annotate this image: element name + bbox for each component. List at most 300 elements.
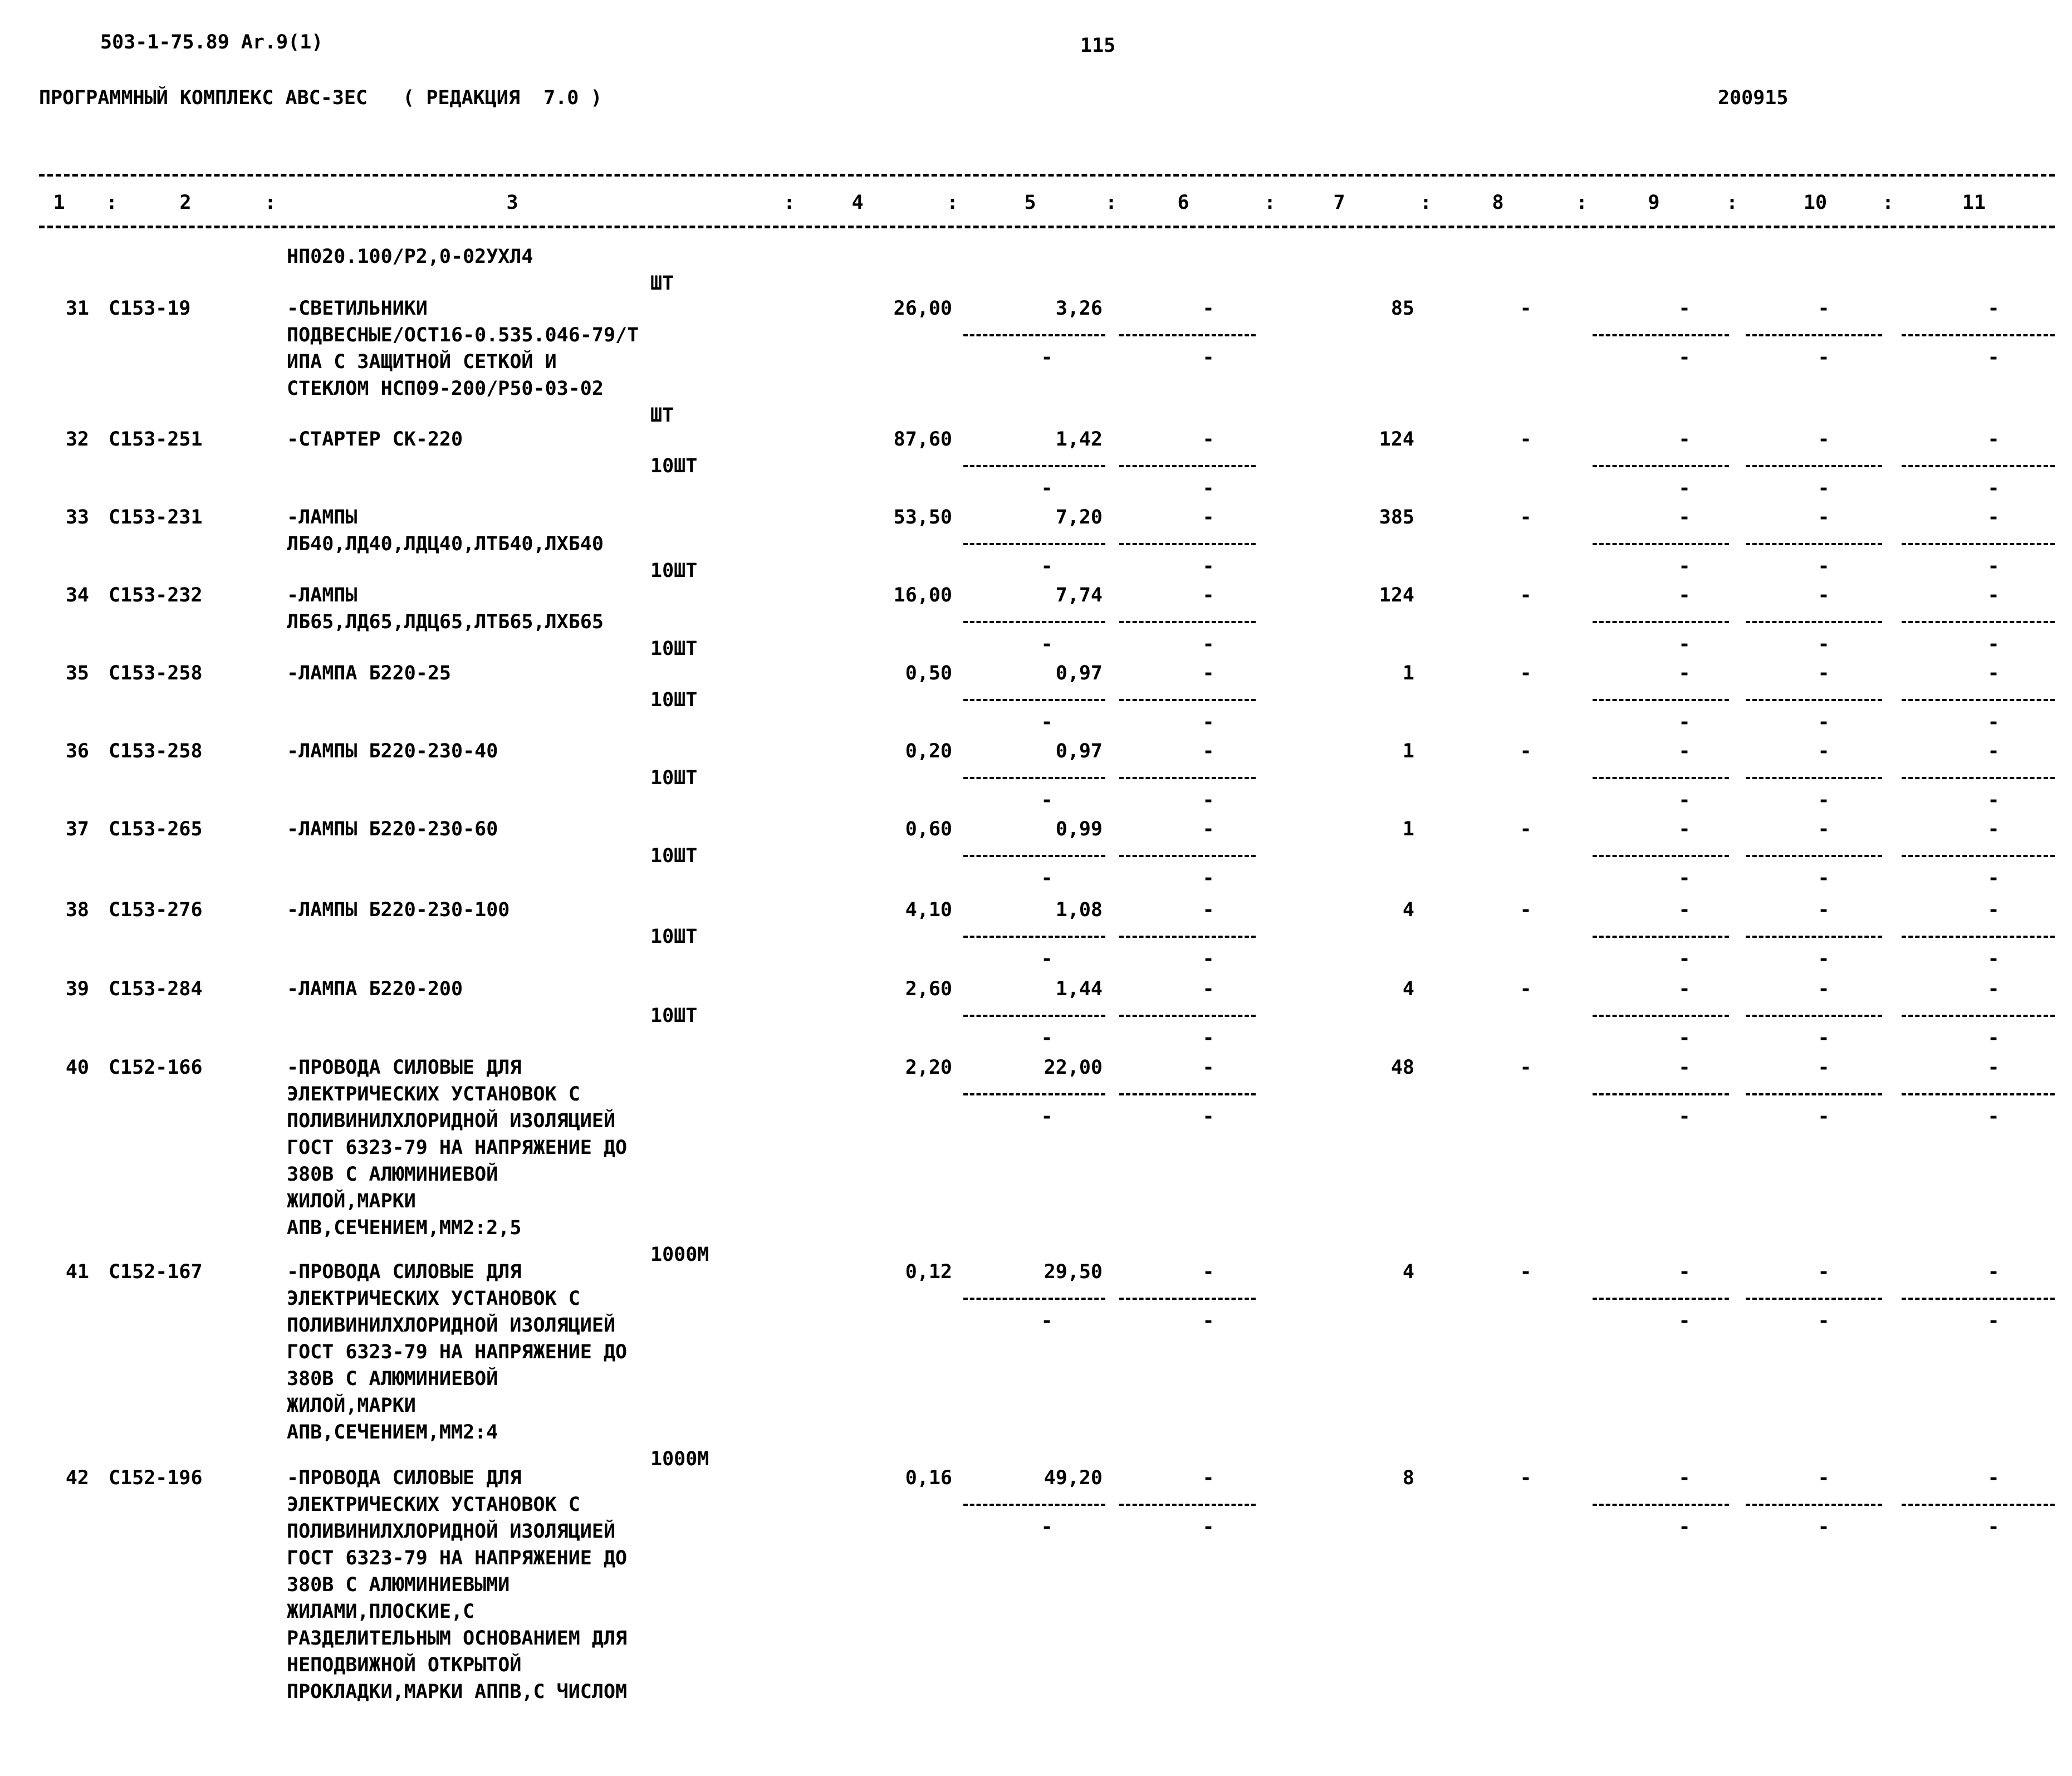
- col9-sub-value: -: [1678, 867, 1691, 889]
- unit-of-measure: 10ШТ: [650, 689, 698, 711]
- col7-value: 48: [1390, 1056, 1414, 1079]
- resource-code: С153-265: [109, 818, 203, 840]
- description-line: ЖИЛОЙ,МАРКИ: [287, 1190, 416, 1212]
- unit-of-measure: 10ШТ: [650, 560, 698, 582]
- col5-sub-value: -: [1041, 633, 1053, 655]
- col11-value: -: [1987, 818, 2000, 840]
- unit-of-measure: 1000М: [650, 1244, 709, 1266]
- col8-value: -: [1520, 740, 1532, 762]
- subtotal-rule: [1746, 465, 1882, 467]
- col8-value: -: [1520, 297, 1532, 320]
- column-separator: :: [783, 192, 796, 214]
- resource-code: С153-232: [109, 584, 203, 606]
- resource-code: С153-19: [109, 297, 191, 320]
- col5-sub-value: -: [1041, 1516, 1053, 1538]
- col6-sub-value: -: [1202, 633, 1214, 655]
- unit-price-value: 1,44: [1055, 978, 1103, 1000]
- subtotal-rule: [1119, 621, 1256, 623]
- description-line: АПВ,СЕЧЕНИЕМ,ММ2:4: [287, 1421, 498, 1444]
- col7-value: 124: [1379, 428, 1414, 451]
- quantity-value: 16,00: [893, 584, 952, 606]
- col7-value: 4: [1402, 978, 1414, 1000]
- col10-value: -: [1818, 428, 1830, 451]
- subtotal-rule: [1746, 1093, 1882, 1095]
- document-reference: 503-1-75.89 Ar.9(1): [100, 31, 324, 53]
- col9-value: -: [1678, 428, 1691, 451]
- col9-sub-value: -: [1678, 1516, 1691, 1538]
- unit-of-measure: 10ШТ: [650, 455, 698, 477]
- col6-value: -: [1202, 428, 1214, 451]
- subtotal-rule: [1119, 465, 1256, 467]
- col5-sub-value: -: [1041, 1310, 1053, 1332]
- col11-sub-value: -: [1987, 555, 2000, 578]
- description-line: -ПРОВОДА СИЛОВЫЕ ДЛЯ: [287, 1056, 522, 1079]
- col9-sub-value: -: [1678, 346, 1691, 369]
- column-separator: :: [1105, 192, 1118, 214]
- description-line: ЛБ40,ЛД40,ЛДЦ40,ЛТБ40,ЛХБ40: [287, 533, 604, 555]
- col7-value: 124: [1379, 584, 1414, 606]
- subtotal-rule: [1746, 936, 1882, 938]
- resource-code: С153-258: [109, 740, 203, 762]
- col11-value: -: [1987, 584, 2000, 606]
- col9-value: -: [1678, 297, 1691, 320]
- subtotal-rule: [963, 699, 1105, 701]
- resource-code: С153-251: [109, 428, 203, 451]
- column-number-7: 7: [1333, 192, 1345, 214]
- col8-value: -: [1520, 1056, 1532, 1079]
- col5-sub-value: -: [1041, 789, 1053, 811]
- resource-code: С153-276: [109, 899, 203, 921]
- subtotal-rule: [1593, 621, 1729, 623]
- column-number-8: 8: [1492, 192, 1504, 214]
- col10-value: -: [1818, 1056, 1830, 1079]
- col9-value: -: [1678, 899, 1691, 921]
- description-line: -СТАРТЕР СК-220: [287, 428, 463, 451]
- col10-sub-value: -: [1818, 1027, 1830, 1049]
- quantity-value: 53,50: [893, 506, 952, 529]
- unit-price-value: 29,50: [1044, 1261, 1103, 1283]
- row-number: 34: [65, 584, 89, 606]
- page-number: 115: [1080, 35, 1116, 57]
- subtotal-rule: [1119, 334, 1256, 336]
- col9-sub-value: -: [1678, 1027, 1691, 1049]
- col11-value: -: [1987, 428, 2000, 451]
- subtotal-rule: [1593, 1298, 1729, 1300]
- col11-sub-value: -: [1987, 477, 2000, 500]
- row-number: 33: [65, 506, 89, 529]
- col10-value: -: [1818, 899, 1830, 921]
- column-number-4: 4: [851, 192, 864, 214]
- unit-price-value: 0,97: [1055, 740, 1103, 762]
- column-separator: :: [1726, 192, 1738, 214]
- description-line: ПОЛИВИНИЛХЛОРИДНОЙ ИЗОЛЯЦИЕЙ: [287, 1110, 616, 1132]
- subtotal-rule: [963, 1093, 1105, 1095]
- col8-value: -: [1520, 978, 1532, 1000]
- subtotal-rule: [1593, 465, 1729, 467]
- continuation-unit: ШТ: [650, 272, 674, 295]
- col5-sub-value: -: [1041, 346, 1053, 369]
- col7-value: 8: [1402, 1467, 1414, 1489]
- unit-of-measure: 1000М: [650, 1448, 709, 1470]
- quantity-value: 0,50: [905, 662, 952, 684]
- description-line: -ЛАМПЫ Б220-230-100: [287, 899, 510, 921]
- subtotal-rule: [963, 777, 1105, 779]
- subtotal-rule: [963, 936, 1105, 938]
- resource-code: С152-196: [109, 1467, 203, 1489]
- quantity-value: 4,10: [905, 899, 952, 921]
- col10-sub-value: -: [1818, 948, 1830, 970]
- col8-value: -: [1520, 1467, 1532, 1489]
- col6-sub-value: -: [1202, 1516, 1214, 1538]
- col7-value: 4: [1402, 899, 1414, 921]
- col10-value: -: [1818, 818, 1830, 840]
- description-line: ЭЛЕКТРИЧЕСКИХ УСТАНОВОК С: [287, 1083, 580, 1105]
- subtotal-rule: [1902, 543, 2055, 545]
- unit-of-measure: 10ШТ: [650, 767, 698, 789]
- col10-value: -: [1818, 584, 1830, 606]
- description-line: АПВ,СЕЧЕНИЕМ,ММ2:2,5: [287, 1217, 522, 1239]
- col11-sub-value: -: [1987, 1105, 2000, 1128]
- col6-value: -: [1202, 584, 1214, 606]
- subtotal-rule: [1593, 543, 1729, 545]
- subtotal-rule: [1902, 1093, 2055, 1095]
- description-line: ПРОКЛАДКИ,МАРКИ АППВ,С ЧИСЛОМ: [287, 1681, 628, 1703]
- subtotal-rule: [1902, 699, 2055, 701]
- subtotal-rule: [1746, 1015, 1882, 1017]
- col11-sub-value: -: [1987, 633, 2000, 655]
- unit-price-value: 1,08: [1055, 899, 1103, 921]
- subtotal-rule: [1119, 855, 1256, 857]
- col8-value: -: [1520, 584, 1532, 606]
- row-number: 35: [65, 662, 89, 684]
- description-line: ПОДВЕСНЫЕ/ОСТ16-0.535.046-79/Т: [287, 324, 639, 346]
- col9-sub-value: -: [1678, 555, 1691, 578]
- col6-value: -: [1202, 1467, 1214, 1489]
- col10-sub-value: -: [1818, 346, 1830, 369]
- subtotal-rule: [1746, 621, 1882, 623]
- description-line: ЖИЛАМИ,ПЛОСКИЕ,С: [287, 1601, 475, 1623]
- subtotal-rule: [1902, 777, 2055, 779]
- subtotal-rule: [1593, 1093, 1729, 1095]
- col11-value: -: [1987, 662, 2000, 684]
- col11-sub-value: -: [1987, 789, 2000, 811]
- unit-of-measure: ШТ: [650, 404, 674, 427]
- column-separator: :: [1576, 192, 1588, 214]
- col9-sub-value: -: [1678, 633, 1691, 655]
- col6-value: -: [1202, 506, 1214, 529]
- col11-sub-value: -: [1987, 867, 2000, 889]
- description-line: -ЛАМПА Б220-25: [287, 662, 452, 684]
- unit-of-measure: 10ШТ: [650, 638, 698, 660]
- col6-sub-value: -: [1202, 477, 1214, 500]
- col11-sub-value: -: [1987, 1310, 2000, 1332]
- col11-sub-value: -: [1987, 948, 2000, 970]
- description-line: -СВЕТИЛЬНИКИ: [287, 297, 428, 320]
- col6-value: -: [1202, 818, 1214, 840]
- col11-sub-value: -: [1987, 1027, 2000, 1049]
- col10-sub-value: -: [1818, 633, 1830, 655]
- subtotal-rule: [1746, 777, 1882, 779]
- col9-value: -: [1678, 1261, 1691, 1283]
- col6-value: -: [1202, 899, 1214, 921]
- col10-value: -: [1818, 978, 1830, 1000]
- col5-sub-value: -: [1041, 711, 1053, 733]
- resource-code: С153-284: [109, 978, 203, 1000]
- subtotal-rule: [1902, 1298, 2055, 1300]
- subtotal-rule: [1746, 1504, 1882, 1506]
- quantity-value: 0,60: [905, 818, 952, 840]
- col11-value: -: [1987, 1261, 2000, 1283]
- subtotal-rule: [1119, 543, 1256, 545]
- col11-value: -: [1987, 978, 2000, 1000]
- col5-sub-value: -: [1041, 477, 1053, 500]
- col6-sub-value: -: [1202, 1027, 1214, 1049]
- subtotal-rule: [1593, 699, 1729, 701]
- column-separator: :: [1882, 192, 1894, 214]
- col10-value: -: [1818, 662, 1830, 684]
- quantity-value: 0,12: [905, 1261, 952, 1283]
- subtotal-rule: [963, 1015, 1105, 1017]
- subtotal-rule: [1746, 334, 1882, 336]
- unit-of-measure: 10ШТ: [650, 1005, 698, 1027]
- description-line: ПОЛИВИНИЛХЛОРИДНОЙ ИЗОЛЯЦИЕЙ: [287, 1520, 616, 1543]
- column-number-11: 11: [1962, 192, 1986, 214]
- subtotal-rule: [1593, 334, 1729, 336]
- description-line: ПОЛИВИНИЛХЛОРИДНОЙ ИЗОЛЯЦИЕЙ: [287, 1314, 616, 1337]
- subtotal-rule: [1593, 1015, 1729, 1017]
- subtotal-rule: [963, 621, 1105, 623]
- column-number-1: 1: [53, 192, 65, 214]
- column-separator: :: [1264, 192, 1276, 214]
- row-number: 37: [65, 818, 89, 840]
- resource-code: С152-166: [109, 1056, 203, 1079]
- col9-sub-value: -: [1678, 948, 1691, 970]
- row-number: 41: [65, 1261, 89, 1283]
- unit-of-measure: 10ШТ: [650, 926, 698, 948]
- quantity-value: 2,60: [905, 978, 952, 1000]
- col5-sub-value: -: [1041, 948, 1053, 970]
- row-number: 42: [65, 1467, 89, 1489]
- col10-sub-value: -: [1818, 1516, 1830, 1538]
- column-number-5: 5: [1024, 192, 1036, 214]
- row-number: 32: [65, 428, 89, 451]
- col8-value: -: [1520, 662, 1532, 684]
- subtotal-rule: [1119, 777, 1256, 779]
- col8-value: -: [1520, 506, 1532, 529]
- col9-value: -: [1678, 584, 1691, 606]
- col7-value: 1: [1402, 662, 1414, 684]
- subtotal-rule: [1119, 936, 1256, 938]
- column-number-6: 6: [1177, 192, 1189, 214]
- unit-price-value: 3,26: [1055, 297, 1103, 320]
- row-number: 39: [65, 978, 89, 1000]
- description-line: 380В С АЛЮМИНИЕВЫМИ: [287, 1574, 510, 1596]
- col9-sub-value: -: [1678, 711, 1691, 733]
- quantity-value: 2,20: [905, 1056, 952, 1079]
- description-line: РАЗДЕЛИТЕЛЬНЫМ ОСНОВАНИЕМ ДЛЯ: [287, 1627, 628, 1650]
- column-header-rule: [39, 226, 2055, 228]
- col9-sub-value: -: [1678, 477, 1691, 500]
- unit-price-value: 22,00: [1044, 1056, 1103, 1079]
- col6-value: -: [1202, 1261, 1214, 1283]
- col9-sub-value: -: [1678, 1310, 1691, 1332]
- col10-sub-value: -: [1818, 555, 1830, 578]
- col10-sub-value: -: [1818, 711, 1830, 733]
- col11-value: -: [1987, 899, 2000, 921]
- subtotal-rule: [963, 543, 1105, 545]
- col10-sub-value: -: [1818, 789, 1830, 811]
- col7-value: 1: [1402, 818, 1414, 840]
- subtotal-rule: [963, 855, 1105, 857]
- col11-sub-value: -: [1987, 1516, 2000, 1538]
- subtotal-rule: [1902, 855, 2055, 857]
- description-line: ИПА С ЗАЩИТНОЙ СЕТКОЙ И: [287, 351, 557, 373]
- description-line: -ЛАМПЫ Б220-230-40: [287, 740, 498, 762]
- subtotal-rule: [1902, 1504, 2055, 1506]
- subtotal-rule: [1902, 1015, 2055, 1017]
- subtotal-rule: [1746, 1298, 1882, 1300]
- subtotal-rule: [1593, 936, 1729, 938]
- description-line: -ПРОВОДА СИЛОВЫЕ ДЛЯ: [287, 1467, 522, 1489]
- column-number-3: 3: [506, 192, 518, 214]
- description-line: 380В С АЛЮМИНИЕВОЙ: [287, 1163, 498, 1186]
- column-separator: :: [1420, 192, 1432, 214]
- unit-of-measure: 10ШТ: [650, 845, 698, 867]
- col10-value: -: [1818, 297, 1830, 320]
- subtotal-rule: [963, 1298, 1105, 1300]
- description-line: 380В С АЛЮМИНИЕВОЙ: [287, 1368, 498, 1390]
- col7-value: 85: [1390, 297, 1414, 320]
- col9-value: -: [1678, 818, 1691, 840]
- program-title: ПРОГРАММНЫЙ КОМПЛЕКС АВС-3ЕС ( РЕДАКЦИЯ 7.0 ): [39, 87, 603, 109]
- subtotal-rule: [1119, 1015, 1256, 1017]
- description-line: ЭЛЕКТРИЧЕСКИХ УСТАНОВОК С: [287, 1494, 580, 1516]
- col8-value: -: [1520, 1261, 1532, 1283]
- column-separator: :: [947, 192, 959, 214]
- col6-value: -: [1202, 662, 1214, 684]
- col7-value: 1: [1402, 740, 1414, 762]
- col9-value: -: [1678, 978, 1691, 1000]
- subtotal-rule: [1593, 1504, 1729, 1506]
- col8-value: -: [1520, 428, 1532, 451]
- col6-value: -: [1202, 1056, 1214, 1079]
- row-number: 38: [65, 899, 89, 921]
- col10-sub-value: -: [1818, 477, 1830, 500]
- subtotal-rule: [1902, 334, 2055, 336]
- description-line: НЕПОДВИЖНОЙ ОТКРЫТОЙ: [287, 1654, 522, 1676]
- subtotal-rule: [1119, 1298, 1256, 1300]
- col10-value: -: [1818, 1261, 1830, 1283]
- subtotal-rule: [963, 465, 1105, 467]
- subtotal-rule: [1593, 777, 1729, 779]
- col7-value: 385: [1379, 506, 1414, 529]
- row-number: 36: [65, 740, 89, 762]
- description-line: -ЛАМПА Б220-200: [287, 978, 463, 1000]
- description-line: ГОСТ 6323-79 НА НАПРЯЖЕНИЕ ДО: [287, 1547, 628, 1569]
- col9-value: -: [1678, 1467, 1691, 1489]
- unit-price-value: 49,20: [1044, 1467, 1103, 1489]
- description-line: -ЛАМПЫ: [287, 506, 357, 529]
- col11-sub-value: -: [1987, 346, 2000, 369]
- subtotal-rule: [1902, 936, 2055, 938]
- col10-value: -: [1818, 1467, 1830, 1489]
- col6-sub-value: -: [1202, 555, 1214, 578]
- table-top-rule: [39, 174, 2055, 177]
- quantity-value: 26,00: [893, 297, 952, 320]
- subtotal-rule: [963, 334, 1105, 336]
- row-number: 31: [65, 297, 89, 320]
- col10-sub-value: -: [1818, 1310, 1830, 1332]
- column-separator: :: [106, 192, 118, 214]
- subtotal-rule: [1902, 621, 2055, 623]
- col9-value: -: [1678, 506, 1691, 529]
- col5-sub-value: -: [1041, 555, 1053, 578]
- col10-value: -: [1818, 740, 1830, 762]
- col6-sub-value: -: [1202, 948, 1214, 970]
- quantity-value: 0,20: [905, 740, 952, 762]
- col11-sub-value: -: [1987, 711, 2000, 733]
- row-number: 40: [65, 1056, 89, 1079]
- col9-value: -: [1678, 1056, 1691, 1079]
- col9-sub-value: -: [1678, 1105, 1691, 1128]
- subtotal-rule: [1593, 855, 1729, 857]
- col11-value: -: [1987, 740, 2000, 762]
- description-line: -ПРОВОДА СИЛОВЫЕ ДЛЯ: [287, 1261, 522, 1283]
- col6-sub-value: -: [1202, 346, 1214, 369]
- col11-value: -: [1987, 506, 2000, 529]
- col5-sub-value: -: [1041, 1105, 1053, 1128]
- subtotal-rule: [963, 1504, 1105, 1506]
- col6-sub-value: -: [1202, 1310, 1214, 1332]
- subtotal-rule: [1746, 699, 1882, 701]
- col8-value: -: [1520, 818, 1532, 840]
- unit-price-value: 0,99: [1055, 818, 1103, 840]
- col9-sub-value: -: [1678, 789, 1691, 811]
- description-line: -ЛАМПЫ Б220-230-60: [287, 818, 498, 840]
- resource-code: С152-167: [109, 1261, 203, 1283]
- col6-sub-value: -: [1202, 867, 1214, 889]
- description-line: ЛБ65,ЛД65,ЛДЦ65,ЛТБ65,ЛХБ65: [287, 611, 604, 633]
- subtotal-rule: [1119, 1504, 1256, 1506]
- col6-sub-value: -: [1202, 1105, 1214, 1128]
- column-number-2: 2: [179, 192, 192, 214]
- subtotal-rule: [1119, 1093, 1256, 1095]
- subtotal-rule: [1902, 465, 2055, 467]
- continuation-text: НП020.100/Р2,0-02УХЛ4: [287, 246, 533, 268]
- date-code: 200915: [1718, 87, 1789, 109]
- resource-code: С153-258: [109, 662, 203, 684]
- col6-value: -: [1202, 978, 1214, 1000]
- col6-sub-value: -: [1202, 789, 1214, 811]
- subtotal-rule: [1746, 855, 1882, 857]
- unit-price-value: 7,20: [1055, 506, 1103, 529]
- col6-value: -: [1202, 297, 1214, 320]
- quantity-value: 0,16: [905, 1467, 952, 1489]
- col10-value: -: [1818, 506, 1830, 529]
- description-line: ГОСТ 6323-79 НА НАПРЯЖЕНИЕ ДО: [287, 1137, 628, 1159]
- col11-value: -: [1987, 297, 2000, 320]
- col9-value: -: [1678, 662, 1691, 684]
- column-number-10: 10: [1803, 192, 1828, 214]
- description-line: ГОСТ 6323-79 НА НАПРЯЖЕНИЕ ДО: [287, 1341, 628, 1363]
- quantity-value: 87,60: [893, 428, 952, 451]
- subtotal-rule: [1746, 543, 1882, 545]
- column-number-9: 9: [1648, 192, 1660, 214]
- col10-sub-value: -: [1818, 867, 1830, 889]
- subtotal-rule: [1119, 699, 1256, 701]
- resource-code: С153-231: [109, 506, 203, 529]
- column-separator: :: [264, 192, 277, 214]
